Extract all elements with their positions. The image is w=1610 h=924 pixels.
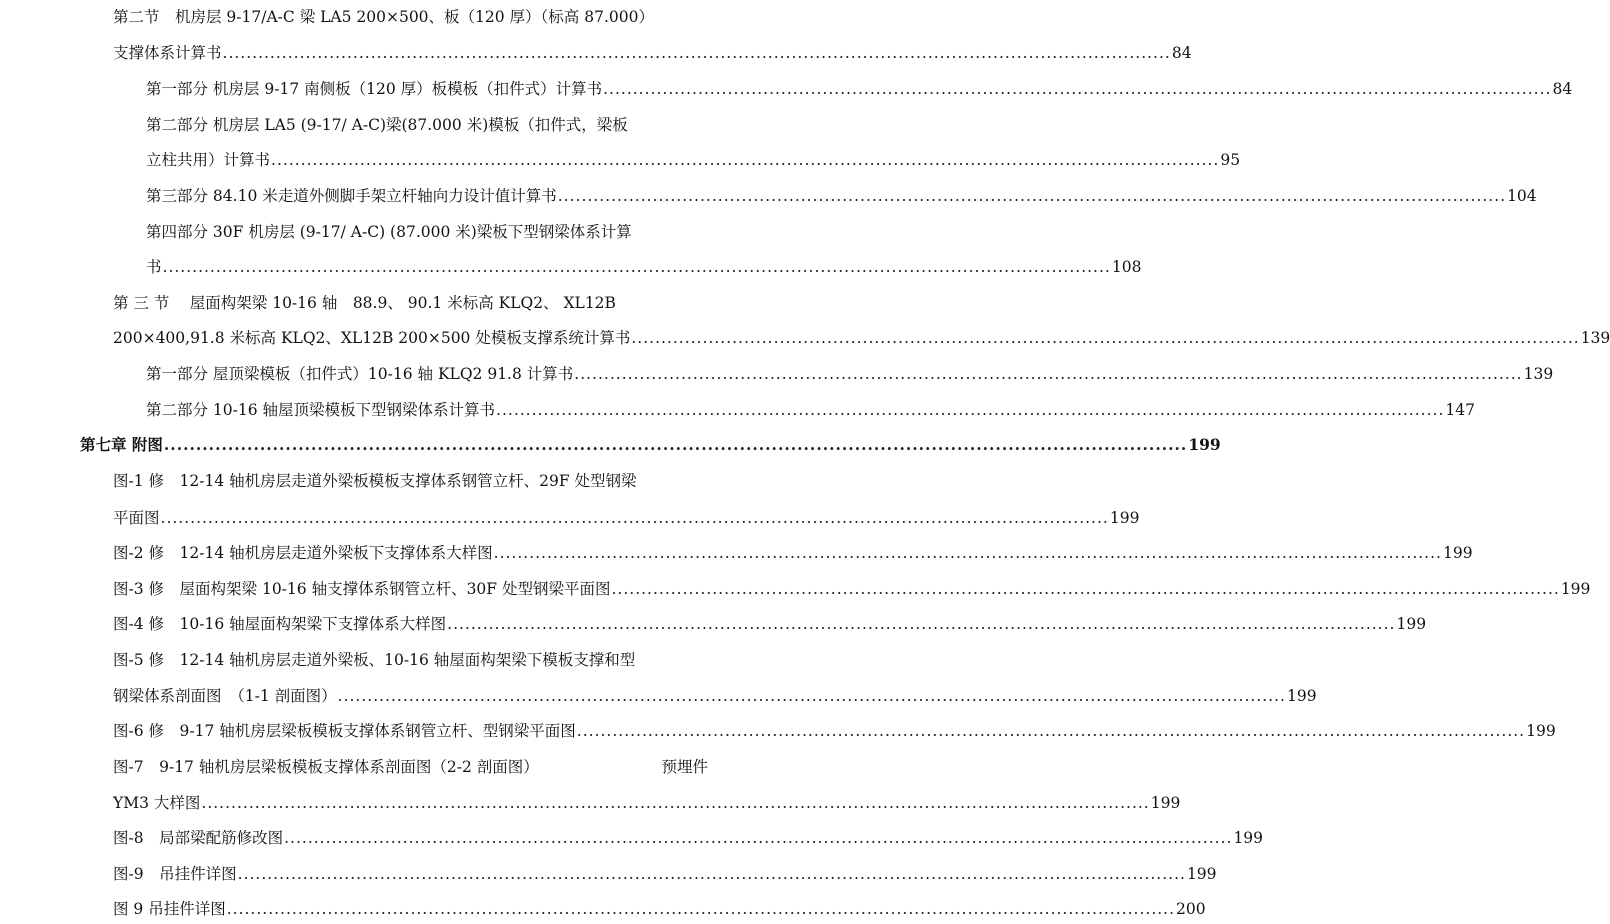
toc-entry-text: 图-2 修 12-14 轴机房层走道外梁板下支撑体系大样图 <box>113 544 493 562</box>
dot-leader: ................................................................................................................................................................ <box>337 687 1286 705</box>
toc-entry-text: 第二节 机房层 9-17/A-C 梁 LA5 200×500、板（120 厚）（标高 87.000） <box>113 8 654 26</box>
toc-page-number: 84 <box>1552 80 1573 98</box>
toc-page-number: 199 <box>1560 580 1591 598</box>
toc-entry-figure-9-alt[interactable] <box>113 894 1206 924</box>
toc-entry-figure-7-title[interactable] <box>113 752 708 782</box>
toc-entry-text: 图-3 修 屋面构架梁 10-16 轴支撑体系钢管立杆、30F 处型钢梁平面图 <box>113 580 611 598</box>
toc-entry-figure-7[interactable] <box>113 788 1181 818</box>
toc-entry-figure-5[interactable] <box>113 681 1317 711</box>
toc-page-number: 199 <box>1109 509 1140 527</box>
toc-entry-section-3[interactable] <box>113 323 1610 353</box>
dot-leader: ................................................................................................................................................................ <box>160 509 1109 527</box>
dot-leader: ................................................................................................................................................................ <box>226 900 1176 918</box>
toc-entry-text: 第三部分 84.10 米走道外侧脚手架立杆轴向力设计值计算书 <box>146 187 557 205</box>
toc-page-number: 84 <box>1171 44 1192 62</box>
toc-entry-figure-3[interactable] <box>113 574 1591 604</box>
toc-page-number: 108 <box>1111 258 1142 276</box>
toc-page-number: 104 <box>1507 187 1537 205</box>
dot-leader: ................................................................................................................................................................ <box>631 329 1580 347</box>
toc-entry-section-3-title[interactable] <box>113 288 708 318</box>
toc-entry-part-1[interactable] <box>146 74 1573 104</box>
toc-page-number: 199 <box>1188 435 1221 454</box>
toc-entry-text: 支撑体系计算书 <box>113 44 222 62</box>
dot-leader: ................................................................................................................................................................ <box>163 435 1188 454</box>
toc-entry-text: 图-1 修 12-14 轴机房层走道外梁板模板支撑体系钢管立杆、29F 处型钢梁 <box>113 472 637 490</box>
toc-entry-figure-8[interactable] <box>113 823 1264 853</box>
toc-entry-part-4[interactable] <box>146 252 1142 282</box>
toc-page-number: 199 <box>1286 687 1317 705</box>
toc-entry-figure-1[interactable] <box>113 503 1140 533</box>
dot-leader: ................................................................................................................................................................ <box>493 544 1442 562</box>
toc-entry-chapter-7[interactable] <box>80 430 1221 460</box>
toc-page-number: 199 <box>1396 615 1427 633</box>
toc-entry-figure-5-title[interactable] <box>113 645 708 675</box>
toc-entry-text: 图-9 吊挂件详图 <box>113 865 237 883</box>
toc-entry-section-3-part-2[interactable] <box>146 395 1475 425</box>
dot-leader: ................................................................................................................................................................ <box>284 829 1233 847</box>
dot-leader: ................................................................................................................................................................ <box>271 151 1220 169</box>
toc-entry-text: 第 三 节 屋面构架梁 10-16 轴 88.9、 90.1 米标高 KLQ2、 XL12B <box>113 294 616 312</box>
dot-leader: ................................................................................................................................................................ <box>611 580 1560 598</box>
toc-page-number: 95 <box>1220 151 1241 169</box>
dot-leader: ................................................................................................................................................................ <box>222 44 1171 62</box>
dot-leader: ................................................................................................................................................................ <box>162 258 1111 276</box>
toc-entry-text: 图-8 局部梁配筋修改图 <box>113 829 284 847</box>
toc-entry-part-4-title[interactable] <box>146 217 708 247</box>
toc-page-number: 199 <box>1526 722 1556 740</box>
toc-entry-text: 第二部分 10-16 轴屋顶梁模板下型钢梁体系计算书 <box>146 401 496 419</box>
toc-entry-text: YM3 大样图 <box>113 794 201 812</box>
toc-entry-text: 图-4 修 10-16 轴屋面构架梁下支撑体系大样图 <box>113 615 447 633</box>
dot-leader: ................................................................................................................................................................ <box>574 365 1523 383</box>
toc-entry-figure-4[interactable] <box>113 609 1427 639</box>
toc-page-number: 200 <box>1176 900 1206 918</box>
toc-entry-figure-2[interactable] <box>113 538 1473 568</box>
toc-entry-text: 图-6 修 9-17 轴机房层梁板模板支撑体系钢管立杆、型钢梁平面图 <box>113 722 576 740</box>
toc-entry-text: 第四部分 30F 机房层 (9-17/ A-C) (87.000 米)梁板下型钢梁体系计算 <box>146 223 632 241</box>
toc-page-number: 199 <box>1186 865 1217 883</box>
dot-leader: ................................................................................................................................................................ <box>201 794 1150 812</box>
toc-entry-text: 200×400,91.8 米标高 KLQ2、XL12B 200×500 处模板支撑系统计算书 <box>113 329 631 347</box>
toc-page-number: 199 <box>1233 829 1264 847</box>
toc-entry-text: 第一部分 屋顶梁模板（扣件式）10-16 轴 KLQ2 91.8 计算书 <box>146 365 574 383</box>
toc-page-number: 139 <box>1580 329 1610 347</box>
toc-entry-text: 图-7 9-17 轴机房层梁板模板支撑体系剖面图（2-2 剖面图） <box>113 758 539 776</box>
dot-leader: ................................................................................................................................................................ <box>447 615 1396 633</box>
toc-entry-section-3-part-1[interactable] <box>146 359 1554 389</box>
toc-entry-text: 平面图 <box>113 509 160 527</box>
dot-leader: ................................................................................................................................................................ <box>603 80 1552 98</box>
toc-entry-part-3[interactable] <box>146 181 1537 211</box>
toc-entry-text-tail: 预埋件 <box>661 758 708 776</box>
toc-entry-part-2[interactable] <box>146 145 1241 175</box>
toc-entry-text: 第一部分 机房层 9-17 南侧板（120 厚）板模板（扣件式）计算书 <box>146 80 603 98</box>
dot-leader: ................................................................................................................................................................ <box>496 401 1445 419</box>
toc-entry-figure-6[interactable] <box>113 716 1556 746</box>
toc-entry-text: 图-5 修 12-14 轴机房层走道外梁板、10-16 轴屋面构架梁下模板支撑和型 <box>113 651 636 669</box>
toc-entry-part-2-title[interactable] <box>146 110 708 140</box>
toc-entry-section-2-title[interactable] <box>113 2 708 32</box>
toc-entry-text: 图 9 吊挂件详图 <box>113 900 226 918</box>
toc-entry-figure-9[interactable] <box>113 859 1217 889</box>
toc-entry-text: 书 <box>146 258 162 276</box>
toc-entry-figure-1-title[interactable] <box>113 466 708 496</box>
toc-page-number: 139 <box>1523 365 1554 383</box>
toc-entry-text: 钢梁体系剖面图 （1-1 剖面图） <box>113 687 337 705</box>
toc-page-number: 199 <box>1442 544 1473 562</box>
dot-leader: ................................................................................................................................................................ <box>576 722 1526 740</box>
toc-entry-text: 第二部分 机房层 LA5 (9-17/ A-C)梁(87.000 米)模板（扣件式，梁板 <box>146 116 628 134</box>
toc-entry-section-2[interactable] <box>113 38 1192 68</box>
dot-leader: ................................................................................................................................................................ <box>557 187 1507 205</box>
dot-leader: ................................................................................................................................................................ <box>237 865 1186 883</box>
toc-entry-text: 立柱共用）计算书 <box>146 151 271 169</box>
toc-entry-text: 第七章 附图 <box>80 435 163 454</box>
toc-page-number: 199 <box>1150 794 1181 812</box>
toc-page-number: 147 <box>1445 401 1475 419</box>
